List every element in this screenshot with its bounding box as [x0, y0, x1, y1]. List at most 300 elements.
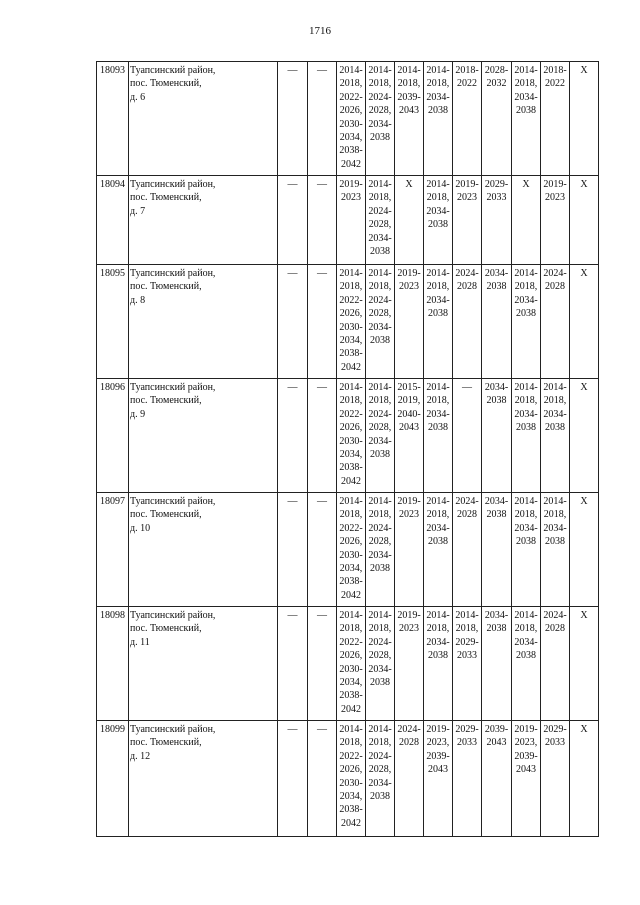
period-line: X	[522, 179, 530, 190]
period-line: 2024-	[368, 636, 392, 648]
period-line: 2028,	[368, 422, 392, 434]
col3-cell	[278, 62, 308, 176]
period-line: 2038	[516, 105, 536, 117]
dash-value: —	[287, 179, 298, 190]
address-cell	[129, 62, 278, 176]
period-cell	[424, 607, 453, 721]
period-line: 2018,	[339, 737, 363, 749]
mark-value: X	[580, 179, 588, 190]
period-line: 2028	[457, 281, 477, 293]
period-line: 2018,	[368, 509, 392, 521]
period-line: 2014-	[368, 724, 392, 735]
period-line: 2040-	[397, 408, 421, 420]
period-line: 2034-	[514, 522, 538, 534]
period-line: 2019-	[397, 496, 421, 507]
period-line: 2018,	[514, 281, 538, 293]
period-line: 2038	[428, 536, 448, 548]
period-line: 2018,	[426, 281, 450, 293]
period-line: 2018-	[543, 65, 567, 76]
address-line: пос. Тюменский,	[130, 737, 202, 749]
period-cell	[337, 607, 366, 721]
period-cell	[482, 176, 512, 265]
period-line: 2039-	[484, 724, 509, 735]
period-line: 2018,	[426, 623, 450, 635]
period-line: 2028,	[368, 536, 392, 548]
period-cell	[453, 379, 482, 493]
period-line: 2026,	[339, 764, 363, 776]
mark-cell	[570, 493, 599, 607]
address-line: пос. Тюменский,	[130, 509, 202, 521]
period-cell	[482, 379, 512, 493]
period-line: 2024-	[368, 522, 392, 534]
period-line: 2043	[399, 105, 419, 117]
period-line: 2029-	[484, 179, 509, 190]
period-line: 2014-	[514, 65, 538, 76]
period-line: 2032	[486, 78, 507, 90]
mark-value: X	[580, 382, 588, 393]
period-cell	[395, 265, 424, 379]
col4-cell	[308, 721, 337, 837]
period-line: 2024-	[368, 91, 392, 103]
address-line: Туапсинский район,	[130, 65, 216, 76]
period-line: 2018,	[543, 395, 567, 407]
period-cell	[424, 493, 453, 607]
period-line: 2043	[399, 422, 419, 434]
mark-cell	[570, 607, 599, 721]
table-row	[97, 493, 599, 607]
period-line: 2018,	[368, 623, 392, 635]
period-line: 2038	[370, 449, 390, 461]
period-line: 2038	[370, 791, 390, 803]
period-cell	[395, 62, 424, 176]
period-line: 2034-	[514, 636, 538, 648]
period-line: 2014-	[339, 382, 363, 393]
period-line: 2034-	[514, 408, 538, 420]
period-line: 2038	[486, 395, 507, 407]
period-cell	[482, 493, 512, 607]
address-line: Туапсинский район,	[130, 382, 216, 393]
period-cell	[453, 607, 482, 721]
period-cell	[541, 176, 570, 265]
period-line: 2026,	[339, 650, 363, 662]
table-row	[97, 176, 599, 265]
mark-cell	[570, 721, 599, 837]
address-cell	[129, 379, 278, 493]
period-line: 2024-	[368, 750, 392, 762]
period-line: 2034-	[514, 294, 538, 306]
period-line: 2026,	[339, 105, 363, 117]
table-row	[97, 721, 599, 837]
period-cell	[366, 607, 395, 721]
address-cell	[129, 607, 278, 721]
period-line: 2034-	[368, 118, 392, 130]
period-line: 2014-	[368, 610, 392, 621]
period-cell	[512, 265, 541, 379]
address-line: д. 12	[130, 750, 151, 762]
col3-cell	[278, 493, 308, 607]
period-line: 2038-	[339, 804, 363, 816]
period-line: 2038	[516, 536, 536, 548]
period-line: 2014-	[426, 382, 450, 393]
period-line: 2042	[341, 475, 361, 487]
period-line: 2014-	[426, 65, 450, 76]
period-line: 2018,	[368, 192, 392, 204]
period-line: 2034,	[339, 791, 363, 803]
period-cell	[337, 176, 366, 265]
period-line: 2030-	[339, 118, 363, 130]
col4-cell	[308, 62, 337, 176]
period-line: 2028,	[368, 650, 392, 662]
address-line: пос. Тюменский,	[130, 623, 202, 635]
dash-value: —	[317, 496, 327, 507]
col4-cell	[308, 176, 337, 265]
page-number: 1716	[309, 25, 331, 37]
period-line: 2034-	[426, 408, 450, 420]
col3-cell	[278, 607, 308, 721]
period-line: 2034-	[484, 496, 509, 507]
col3-cell	[278, 379, 308, 493]
period-line: 2014-	[339, 496, 363, 507]
period-line: 2022-	[339, 750, 363, 762]
period-line: 2034-	[426, 294, 450, 306]
period-line: 2014-	[543, 496, 567, 507]
register-table	[96, 61, 599, 837]
period-line: 2034-	[484, 610, 509, 621]
period-line: 2029-	[543, 724, 567, 735]
period-cell	[482, 265, 512, 379]
period-line: 2018,	[514, 395, 538, 407]
period-cell	[337, 62, 366, 176]
period-line: 2023,	[514, 737, 538, 749]
mark-value: X	[580, 496, 588, 507]
period-line: 2028	[545, 623, 565, 635]
period-cell	[482, 62, 512, 176]
dash-value: —	[287, 724, 298, 735]
period-cell	[541, 493, 570, 607]
period-line: 2030-	[339, 549, 363, 561]
address-line: Туапсинский район,	[130, 179, 216, 190]
period-line: 2024-	[368, 294, 392, 306]
period-cell	[541, 721, 570, 837]
period-line: 2038-	[339, 348, 363, 360]
row-id-cell	[97, 176, 129, 265]
period-line: 2018,	[339, 78, 363, 90]
period-line: 2023	[545, 192, 565, 204]
mark-cell	[570, 379, 599, 493]
period-line: 2038	[428, 650, 448, 662]
period-line: 2028	[545, 281, 565, 293]
address-line: д. 7	[130, 205, 146, 217]
period-line: 2018,	[368, 395, 392, 407]
period-line: 2038	[486, 509, 507, 521]
period-cell	[395, 176, 424, 265]
period-line: 2038	[428, 105, 448, 117]
period-line: 2038	[516, 308, 536, 320]
period-line: 2018,	[543, 509, 567, 521]
period-line: 2034-	[484, 382, 509, 393]
period-line: 2014-	[514, 268, 538, 279]
period-line: 2014-	[543, 382, 567, 393]
period-cell	[366, 379, 395, 493]
period-cell	[337, 265, 366, 379]
address-line: пос. Тюменский,	[130, 192, 202, 204]
address-line: Туапсинский район,	[130, 724, 216, 735]
period-cell	[395, 607, 424, 721]
period-line: 2034-	[368, 435, 392, 447]
period-line: 2014-	[514, 610, 538, 621]
period-line: 2018,	[368, 281, 392, 293]
mark-value: X	[580, 65, 588, 76]
period-line: 2034-	[426, 91, 450, 103]
period-line: 2014-	[426, 179, 450, 190]
dash-value: —	[317, 65, 327, 76]
row-id-cell	[97, 493, 129, 607]
period-cell	[366, 176, 395, 265]
period-line: 2038	[428, 219, 448, 231]
period-cell	[541, 607, 570, 721]
period-line: 2029-	[455, 724, 479, 735]
mark-cell	[570, 62, 599, 176]
row-id-cell	[97, 721, 129, 837]
period-line: 2018,	[514, 78, 538, 90]
period-line: 2038	[516, 422, 536, 434]
period-cell	[512, 62, 541, 176]
period-line: 2022	[545, 78, 565, 90]
period-line: 2038-	[339, 462, 363, 474]
period-cell	[482, 607, 512, 721]
period-line: 2014-	[368, 65, 392, 76]
period-line: 2018,	[455, 623, 479, 635]
period-line: 2019,	[397, 395, 421, 407]
period-cell	[337, 721, 366, 837]
period-line: 2014-	[368, 179, 392, 190]
mark-value: X	[580, 268, 588, 279]
period-line: 2038	[370, 563, 390, 575]
period-line: 2042	[341, 589, 361, 601]
period-line: 2018,	[426, 192, 450, 204]
row-id-cell	[97, 379, 129, 493]
period-line: 2023	[457, 192, 477, 204]
period-line: 2028,	[368, 308, 392, 320]
period-line: 2019-	[543, 179, 567, 190]
period-line: 2038	[486, 281, 507, 293]
period-line: 2026,	[339, 308, 363, 320]
period-line: 2034-	[426, 522, 450, 534]
period-line: 2038-	[339, 145, 363, 157]
period-line: 2014-	[514, 382, 538, 393]
period-cell	[512, 721, 541, 837]
mark-cell	[570, 176, 599, 265]
row-id: 18098	[100, 610, 125, 621]
period-line: 2022-	[339, 91, 363, 103]
period-line: 2034-	[514, 91, 538, 103]
period-cell	[424, 379, 453, 493]
col4-cell	[308, 379, 337, 493]
col3-cell	[278, 721, 308, 837]
period-line: 2018,	[426, 395, 450, 407]
address-line: пос. Тюменский,	[130, 281, 202, 293]
period-line: 2034-	[368, 321, 392, 333]
address-line: Туапсинский район,	[130, 268, 216, 279]
address-cell	[129, 176, 278, 265]
period-line: 2034-	[368, 549, 392, 561]
period-line: 2028,	[368, 105, 392, 117]
col4-cell	[308, 493, 337, 607]
period-line: 2014-	[368, 496, 392, 507]
period-line: 2033	[457, 650, 477, 662]
period-line: 2030-	[339, 435, 363, 447]
period-cell	[395, 379, 424, 493]
period-line: 2038	[370, 335, 390, 347]
table-row	[97, 607, 599, 721]
period-line: 2038	[486, 623, 507, 635]
period-line: 2043	[428, 764, 448, 776]
period-line: 2014-	[339, 65, 363, 76]
period-cell	[453, 493, 482, 607]
period-line: 2018,	[368, 78, 392, 90]
period-line: 2038-	[339, 576, 363, 588]
period-line: 2034-	[484, 268, 509, 279]
table-row	[97, 265, 599, 379]
period-line: 2029-	[455, 636, 479, 648]
period-line: 2033	[486, 192, 507, 204]
row-id: 18094	[100, 179, 125, 190]
period-line: 2038	[545, 536, 565, 548]
period-line: 2015-	[397, 382, 421, 393]
table-row	[97, 379, 599, 493]
period-cell	[366, 721, 395, 837]
period-line: 2023,	[426, 737, 450, 749]
period-line: 2022-	[339, 636, 363, 648]
address-line: Туапсинский район,	[130, 610, 216, 621]
period-line: 2039-	[514, 750, 538, 762]
address-cell	[129, 721, 278, 837]
period-line: 2022	[457, 78, 477, 90]
period-line: 2038	[516, 650, 536, 662]
period-line: 2033	[545, 737, 565, 749]
period-line: 2018,	[368, 737, 392, 749]
period-line: 2023	[341, 192, 361, 204]
period-line: 2014-	[426, 268, 450, 279]
period-line: X	[405, 179, 413, 190]
table-row	[97, 62, 599, 176]
address-line: д. 6	[130, 91, 146, 103]
period-line: 2018,	[339, 509, 363, 521]
row-id: 18097	[100, 496, 125, 507]
dash-value: —	[317, 179, 327, 190]
period-line: 2014-	[339, 610, 363, 621]
mark-value: X	[580, 610, 588, 621]
period-cell	[453, 721, 482, 837]
period-cell	[424, 62, 453, 176]
period-line: 2014-	[368, 382, 392, 393]
dash-value: —	[287, 382, 298, 393]
period-line: 2028,	[368, 764, 392, 776]
col4-cell	[308, 265, 337, 379]
period-line: 2022-	[339, 294, 363, 306]
period-line: 2014-	[426, 610, 450, 621]
period-line: 2034,	[339, 677, 363, 689]
address-cell	[129, 265, 278, 379]
period-line: 2014-	[514, 496, 538, 507]
dash-value: —	[317, 268, 327, 279]
period-line: 2019-	[426, 724, 450, 735]
address-line: пос. Тюменский,	[130, 78, 202, 90]
period-line: 2028	[457, 509, 477, 521]
period-line: 2014-	[368, 268, 392, 279]
period-line: 2042	[341, 817, 361, 829]
period-line: 2034,	[339, 335, 363, 347]
period-line: 2014-	[397, 65, 421, 76]
period-line: 2028-	[484, 65, 509, 76]
period-line: 2042	[341, 703, 361, 715]
period-line: 2038	[370, 677, 390, 689]
period-cell	[541, 62, 570, 176]
period-cell	[512, 379, 541, 493]
row-id-cell	[97, 607, 129, 721]
period-line: 2019-	[514, 724, 538, 735]
dash-value: —	[287, 268, 298, 279]
period-line: 2024-	[368, 408, 392, 420]
period-cell	[541, 265, 570, 379]
period-cell	[424, 265, 453, 379]
period-cell	[541, 379, 570, 493]
period-line: 2014-	[339, 724, 363, 735]
period-line: 2018,	[426, 78, 450, 90]
col4-cell	[308, 607, 337, 721]
period-line: 2034,	[339, 449, 363, 461]
period-line: 2034,	[339, 563, 363, 575]
address-line: Туапсинский район,	[130, 496, 216, 507]
period-cell	[366, 62, 395, 176]
period-line: 2034,	[339, 132, 363, 144]
period-line: 2030-	[339, 777, 363, 789]
period-line: 2038	[428, 308, 448, 320]
period-line: 2023	[399, 623, 419, 635]
period-line: 2018,	[426, 509, 450, 521]
period-cell	[482, 721, 512, 837]
period-cell	[424, 176, 453, 265]
mark-cell	[570, 265, 599, 379]
mark-value: X	[580, 724, 588, 735]
period-line: 2030-	[339, 663, 363, 675]
dash-value: —	[317, 610, 327, 621]
row-id: 18096	[100, 382, 125, 393]
col3-cell	[278, 265, 308, 379]
period-line: 2014-	[455, 610, 479, 621]
period-line: 2022-	[339, 408, 363, 420]
period-line: 2038-	[339, 690, 363, 702]
row-id: 18095	[100, 268, 125, 279]
period-line: 2018,	[339, 395, 363, 407]
period-line: 2026,	[339, 536, 363, 548]
period-line: 2018,	[339, 281, 363, 293]
period-line: 2014-	[426, 496, 450, 507]
dash-value: —	[317, 382, 327, 393]
period-line: 2038	[428, 422, 448, 434]
row-id-cell	[97, 265, 129, 379]
period-line: 2024-	[543, 268, 567, 279]
period-line: 2038	[545, 422, 565, 434]
period-line: 2038	[370, 246, 390, 258]
period-line: 2018-	[455, 65, 479, 76]
period-line: 2043	[486, 737, 507, 749]
period-line: 2034-	[426, 636, 450, 648]
period-line: 2042	[341, 158, 361, 170]
period-cell	[453, 176, 482, 265]
period-line: 2028,	[368, 219, 392, 231]
period-line: 2026,	[339, 422, 363, 434]
